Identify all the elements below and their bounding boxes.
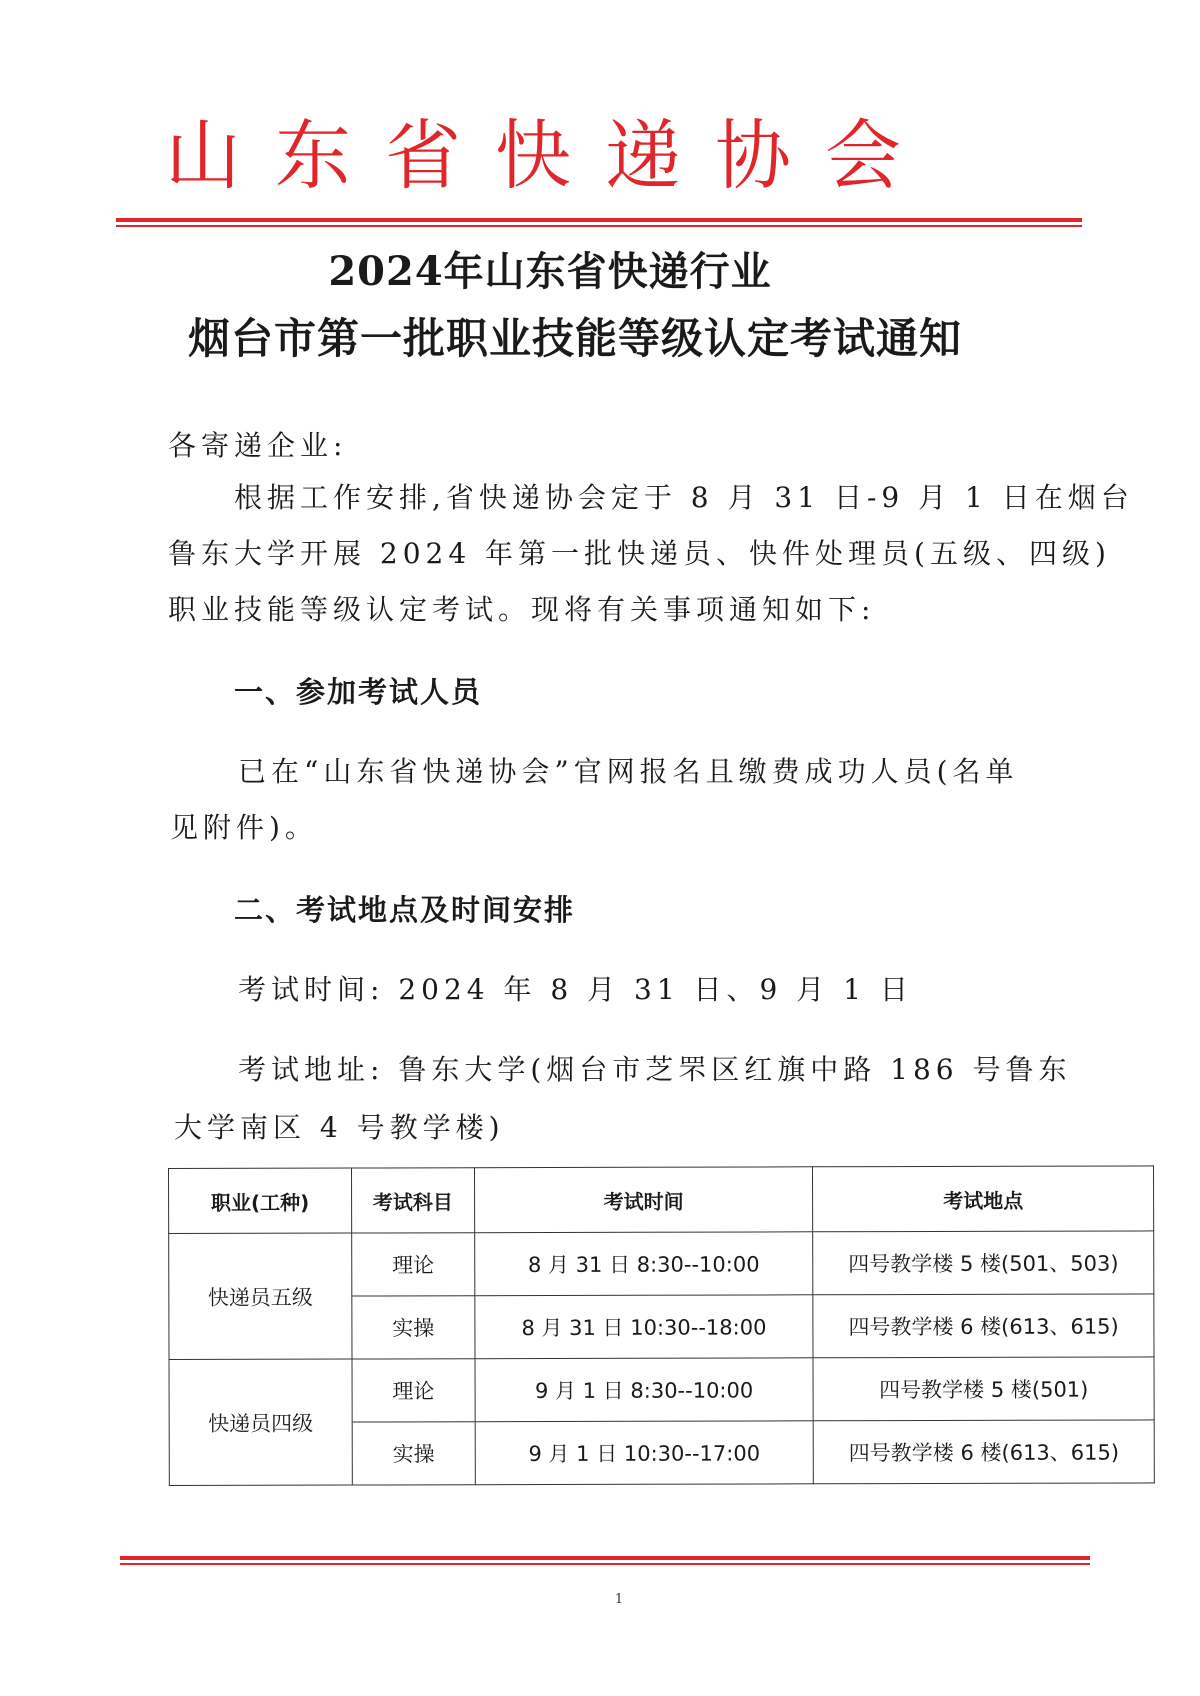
notice-title-line2: 烟台市第一批职业技能等级认定考试通知 bbox=[187, 314, 962, 363]
time-cell: 8 月 31 日 10:30--18:00 bbox=[475, 1295, 814, 1359]
exam-address-line1: 考试地址: 鲁东大学(烟台市芝罘区红旗中路 186 号鲁东 bbox=[238, 1053, 1072, 1086]
subject-cell: 实操 bbox=[352, 1296, 475, 1359]
header-occupation: 职业(工种) bbox=[169, 1168, 352, 1233]
table-row bbox=[169, 1231, 1154, 1297]
letterhead-org-name: 山东省快递协会 bbox=[165, 111, 935, 200]
section1-heading: 一、参加考试人员 bbox=[234, 675, 483, 709]
section1-text-line1: 已在“山东省快递协会”官网报名且缴费成功人员(名单 bbox=[238, 755, 1019, 788]
intro-line-3: 职业技能等级认定考试。现将有关事项通知如下: bbox=[168, 593, 876, 626]
page-number: 1 bbox=[614, 1592, 624, 1607]
header-subject: 考试科目 bbox=[351, 1168, 474, 1233]
notice-title-line1: 2024年山东省快递行业 bbox=[328, 248, 772, 295]
occupation-cell: 快递员四级 bbox=[169, 1359, 352, 1485]
intro-line-2: 鲁东大学开展 2024 年第一批快递员、快件处理员(五级、四级) bbox=[168, 537, 1111, 570]
exam-address-line2: 大学南区 4 号教学楼) bbox=[174, 1111, 505, 1144]
salutation: 各寄递企业: bbox=[168, 429, 348, 462]
section2-heading: 二、考试地点及时间安排 bbox=[234, 893, 576, 927]
table-row bbox=[169, 1357, 1154, 1423]
location-cell: 四号教学楼 5 楼(501) bbox=[813, 1357, 1154, 1421]
header-time: 考试时间 bbox=[474, 1167, 813, 1233]
letterhead-rule bbox=[116, 218, 1082, 227]
header-location: 考试地点 bbox=[813, 1166, 1154, 1232]
subject-cell: 理论 bbox=[352, 1233, 475, 1296]
intro-line-1: 根据工作安排,省快递协会定于 8 月 31 日-9 月 1 日在烟台 bbox=[234, 481, 1134, 514]
time-cell: 9 月 1 日 8:30--10:00 bbox=[475, 1358, 814, 1422]
table-header-row bbox=[169, 1166, 1154, 1234]
location-cell: 四号教学楼 6 楼(613、615) bbox=[813, 1294, 1154, 1358]
exam-time: 考试时间: 2024 年 8 月 31 日、9 月 1 日 bbox=[238, 973, 913, 1006]
subject-cell: 理论 bbox=[352, 1359, 475, 1422]
time-cell: 9 月 1 日 10:30--17:00 bbox=[475, 1421, 814, 1485]
occupation-cell: 快递员五级 bbox=[169, 1233, 352, 1359]
subject-cell: 实操 bbox=[352, 1422, 475, 1485]
time-cell: 8 月 31 日 8:30--10:00 bbox=[474, 1232, 813, 1296]
location-cell: 四号教学楼 5 楼(501、503) bbox=[813, 1231, 1154, 1295]
location-cell: 四号教学楼 6 楼(613、615) bbox=[814, 1420, 1155, 1484]
exam-schedule-table bbox=[168, 1165, 1155, 1486]
section1-text-line2: 见附件)。 bbox=[170, 811, 318, 844]
footer-rule bbox=[120, 1556, 1090, 1565]
